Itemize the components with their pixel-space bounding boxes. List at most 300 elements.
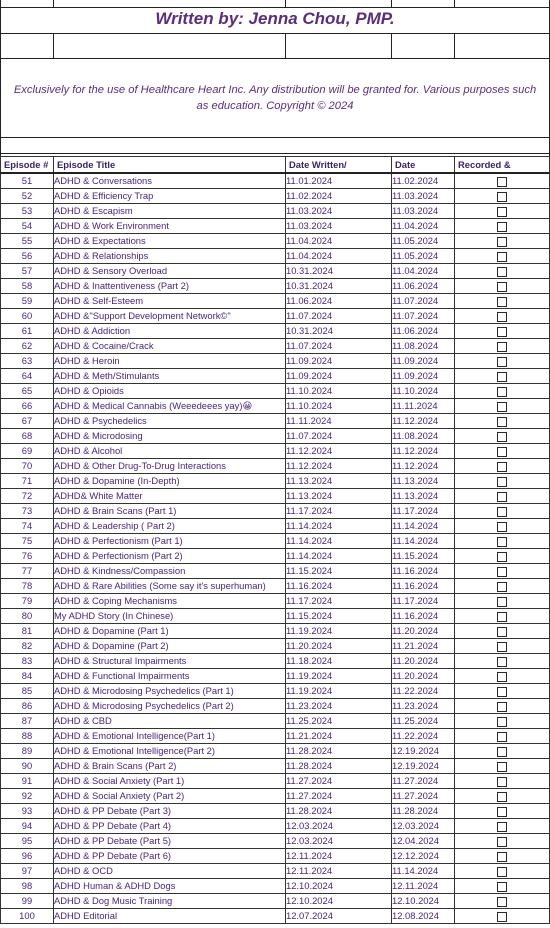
- date-written: 11.07.2024: [286, 429, 392, 444]
- recorded-checkbox[interactable]: [497, 507, 507, 517]
- recorded-checkbox[interactable]: [497, 522, 507, 532]
- episode-title: ADHD & Sensory Overload: [54, 264, 286, 279]
- episode-title: ADHD & Dopamine (Part 2): [54, 639, 286, 654]
- episode-title: ADHD & Medical Cannabis (Weeedeees yay)😀: [54, 399, 286, 414]
- date-written: 11.02.2024: [286, 189, 392, 204]
- grid-line: [1, 58, 549, 59]
- episode-title: ADHD & Escapism: [54, 204, 286, 219]
- episode-number: 52: [1, 189, 54, 204]
- date-written: 11.06.2024: [286, 294, 392, 309]
- episode-title: ADHD & Alcohol: [54, 444, 286, 459]
- table-row: [1, 774, 550, 789]
- recorded-checkbox[interactable]: [497, 762, 507, 772]
- date-recorded: 12.04.2024: [392, 834, 455, 849]
- recorded-checkbox[interactable]: [497, 912, 507, 922]
- episode-number: 99: [1, 894, 54, 909]
- date-written: 11.14.2024: [286, 534, 392, 549]
- episode-number: 85: [1, 684, 54, 699]
- grid-line: [285, 0, 286, 7]
- recorded-cell: [455, 384, 550, 399]
- episode-number: 71: [1, 474, 54, 489]
- episode-title: ADHD & Inattentiveness (Part 2): [54, 279, 286, 294]
- col-header-title: Episode Title: [54, 157, 286, 174]
- table-row: [1, 294, 550, 309]
- date-written: 11.03.2024: [286, 219, 392, 234]
- recorded-cell: [455, 324, 550, 339]
- date-written: 11.04.2024: [286, 249, 392, 264]
- recorded-cell: [455, 429, 550, 444]
- episode-number: 57: [1, 264, 54, 279]
- date-written: 12.10.2024: [286, 879, 392, 894]
- table-row: [1, 879, 550, 894]
- episode-title: ADHD & Kindness/Compassion: [54, 564, 286, 579]
- recorded-checkbox[interactable]: [497, 717, 507, 727]
- episode-title: ADHD & OCD: [54, 864, 286, 879]
- episode-number: 55: [1, 234, 54, 249]
- table-row: [1, 189, 550, 204]
- episode-number: 97: [1, 864, 54, 879]
- date-recorded: 11.21.2024: [392, 639, 455, 654]
- date-recorded: 11.16.2024: [392, 564, 455, 579]
- date-written: 11.17.2024: [286, 504, 392, 519]
- recorded-checkbox[interactable]: [497, 552, 507, 562]
- grid-line: [454, 0, 455, 7]
- col-header-recorded: Recorded &: [455, 157, 550, 174]
- episode-number: 60: [1, 309, 54, 324]
- table-row: [1, 399, 550, 414]
- date-recorded: 12.10.2024: [392, 894, 455, 909]
- recorded-checkbox[interactable]: [497, 417, 507, 427]
- date-recorded: 11.12.2024: [392, 459, 455, 474]
- date-written: 11.11.2024: [286, 414, 392, 429]
- episode-title: ADHD & Emotional Intelligence(Part 1): [54, 729, 286, 744]
- recorded-checkbox[interactable]: [497, 897, 507, 907]
- table-row: [1, 249, 550, 264]
- date-recorded: 11.22.2024: [392, 684, 455, 699]
- recorded-checkbox[interactable]: [497, 387, 507, 397]
- episode-title: ADHD & Dog Music Training: [54, 894, 286, 909]
- date-recorded: 11.12.2024: [392, 444, 455, 459]
- date-written: 11.21.2024: [286, 729, 392, 744]
- recorded-checkbox[interactable]: [497, 252, 507, 262]
- table-row: [1, 354, 550, 369]
- date-written: 11.19.2024: [286, 684, 392, 699]
- recorded-checkbox[interactable]: [497, 657, 507, 667]
- table-row: [1, 264, 550, 279]
- date-written: 11.04.2024: [286, 234, 392, 249]
- grid-line: [53, 0, 54, 7]
- episode-title: ADHD &"Support Development Network©": [54, 309, 286, 324]
- table-row: [1, 654, 550, 669]
- recorded-checkbox[interactable]: [497, 807, 507, 817]
- date-written: 11.20.2024: [286, 639, 392, 654]
- recorded-checkbox[interactable]: [497, 297, 507, 307]
- grid-line: [454, 33, 455, 58]
- recorded-cell: [455, 684, 550, 699]
- date-written: 11.14.2024: [286, 519, 392, 534]
- date-written: 11.17.2024: [286, 594, 392, 609]
- recorded-checkbox[interactable]: [497, 342, 507, 352]
- table-row: [1, 744, 550, 759]
- grid-line: [391, 0, 392, 7]
- date-recorded: 11.20.2024: [392, 654, 455, 669]
- recorded-checkbox[interactable]: [497, 282, 507, 292]
- recorded-checkbox[interactable]: [497, 312, 507, 322]
- recorded-cell: [455, 879, 550, 894]
- recorded-checkbox[interactable]: [497, 732, 507, 742]
- date-recorded: 12.03.2024: [392, 819, 455, 834]
- recorded-cell: [455, 489, 550, 504]
- episode-title: ADHD & Brain Scans (Part 1): [54, 504, 286, 519]
- table-row: [1, 444, 550, 459]
- recorded-checkbox[interactable]: [497, 837, 507, 847]
- recorded-cell: [455, 249, 550, 264]
- episode-title: ADHD & Cocaine/Crack: [54, 339, 286, 354]
- episode-number: 74: [1, 519, 54, 534]
- recorded-checkbox[interactable]: [497, 792, 507, 802]
- episode-title: ADHD Human & ADHD Dogs: [54, 879, 286, 894]
- date-recorded: 11.02.2024: [392, 173, 455, 189]
- recorded-checkbox[interactable]: [497, 882, 507, 892]
- episode-number: 75: [1, 534, 54, 549]
- episode-number: 84: [1, 669, 54, 684]
- episode-number: 86: [1, 699, 54, 714]
- date-written: 11.10.2024: [286, 384, 392, 399]
- table-row: [1, 714, 550, 729]
- date-recorded: 11.11.2024: [392, 399, 455, 414]
- table-row: [1, 909, 550, 924]
- recorded-checkbox[interactable]: [497, 222, 507, 232]
- episode-title: ADHD & Leadership ( Part 2): [54, 519, 286, 534]
- recorded-cell: [455, 504, 550, 519]
- episode-title: ADHD & Relationships: [54, 249, 286, 264]
- table-row: [1, 534, 550, 549]
- date-recorded: 11.12.2024: [392, 414, 455, 429]
- table-row: [1, 309, 550, 324]
- table-row: [1, 849, 550, 864]
- recorded-cell: [455, 894, 550, 909]
- date-recorded: 12.19.2024: [392, 759, 455, 774]
- date-written: 11.12.2024: [286, 444, 392, 459]
- table-row: [1, 204, 550, 219]
- date-written: 11.27.2024: [286, 789, 392, 804]
- author-title: Written by: Jenna Chou, PMP.: [155, 9, 395, 28]
- date-recorded: 11.03.2024: [392, 204, 455, 219]
- recorded-checkbox[interactable]: [497, 702, 507, 712]
- recorded-cell: [455, 834, 550, 849]
- episode-number: 81: [1, 624, 54, 639]
- recorded-checkbox[interactable]: [497, 672, 507, 682]
- table-header-row: [1, 157, 550, 174]
- episode-number: 59: [1, 294, 54, 309]
- episode-number: 73: [1, 504, 54, 519]
- recorded-checkbox[interactable]: [497, 777, 507, 787]
- episode-title: ADHD & Emotional Intelligence(Part 2): [54, 744, 286, 759]
- table-row: [1, 474, 550, 489]
- date-written: 11.10.2024: [286, 399, 392, 414]
- episode-rows: [1, 173, 550, 924]
- episode-number: 78: [1, 579, 54, 594]
- recorded-cell: [455, 624, 550, 639]
- recorded-checkbox[interactable]: [497, 597, 507, 607]
- recorded-checkbox[interactable]: [497, 357, 507, 367]
- table-row: [1, 864, 550, 879]
- date-written: 12.07.2024: [286, 909, 392, 924]
- date-recorded: 11.05.2024: [392, 234, 455, 249]
- episode-number: 100: [1, 909, 54, 924]
- table-row: [1, 834, 550, 849]
- episode-title: ADHD & PP Debate (Part 3): [54, 804, 286, 819]
- recorded-checkbox[interactable]: [497, 687, 507, 697]
- table-row: [1, 339, 550, 354]
- recorded-checkbox[interactable]: [497, 177, 507, 187]
- date-recorded: 11.14.2024: [392, 519, 455, 534]
- date-recorded: 11.20.2024: [392, 624, 455, 639]
- date-recorded: 11.08.2024: [392, 429, 455, 444]
- episode-title: ADHD & Dopamine (In-Depth): [54, 474, 286, 489]
- episode-title: ADHD & Microdosing Psychedelics (Part 2): [54, 699, 286, 714]
- table-row: [1, 414, 550, 429]
- episode-number: 92: [1, 789, 54, 804]
- col-header-episode: Episode #: [1, 157, 54, 174]
- episode-title: ADHD & Dopamine (Part 1): [54, 624, 286, 639]
- episode-title: ADHD & Microdosing: [54, 429, 286, 444]
- table-row: [1, 564, 550, 579]
- table-row: [1, 519, 550, 534]
- recorded-checkbox[interactable]: [497, 612, 507, 622]
- date-written: 11.12.2024: [286, 459, 392, 474]
- recorded-cell: [455, 354, 550, 369]
- date-written: 11.14.2024: [286, 549, 392, 564]
- recorded-cell: [455, 339, 550, 354]
- episode-number: 88: [1, 729, 54, 744]
- episode-title: ADHD & Microdosing Psychedelics (Part 1): [54, 684, 286, 699]
- recorded-cell: [455, 369, 550, 384]
- date-written: 11.09.2024: [286, 369, 392, 384]
- table-row: [1, 594, 550, 609]
- episode-number: 62: [1, 339, 54, 354]
- date-written: 12.11.2024: [286, 849, 392, 864]
- recorded-checkbox[interactable]: [497, 747, 507, 757]
- episode-number: 76: [1, 549, 54, 564]
- recorded-cell: [455, 414, 550, 429]
- date-recorded: 11.27.2024: [392, 789, 455, 804]
- episode-number: 82: [1, 639, 54, 654]
- episode-number: 79: [1, 594, 54, 609]
- table-row: [1, 729, 550, 744]
- episode-title: ADHD & Rare Abilities (Some say it's superhuman): [54, 579, 286, 594]
- recorded-checkbox[interactable]: [497, 867, 507, 877]
- date-written: 11.15.2024: [286, 564, 392, 579]
- recorded-cell: [455, 714, 550, 729]
- recorded-cell: [455, 564, 550, 579]
- episode-title: ADHD & Psychedelics: [54, 414, 286, 429]
- episode-title: ADHD& White Matter: [54, 489, 286, 504]
- episode-number: 67: [1, 414, 54, 429]
- recorded-checkbox[interactable]: [497, 477, 507, 487]
- recorded-cell: [455, 849, 550, 864]
- date-written: 11.28.2024: [286, 804, 392, 819]
- date-recorded: 12.11.2024: [392, 879, 455, 894]
- date-written: 11.09.2024: [286, 354, 392, 369]
- episode-number: 96: [1, 849, 54, 864]
- date-recorded: 11.06.2024: [392, 279, 455, 294]
- date-recorded: 11.07.2024: [392, 294, 455, 309]
- episode-number: 95: [1, 834, 54, 849]
- episode-number: 72: [1, 489, 54, 504]
- date-written: 12.03.2024: [286, 834, 392, 849]
- recorded-cell: [455, 294, 550, 309]
- episode-number: 77: [1, 564, 54, 579]
- table-row: [1, 699, 550, 714]
- recorded-checkbox[interactable]: [497, 447, 507, 457]
- table-row: [1, 324, 550, 339]
- date-recorded: 11.14.2024: [392, 534, 455, 549]
- episode-title: ADHD & Structural Impairments: [54, 654, 286, 669]
- table-row: [1, 579, 550, 594]
- recorded-checkbox[interactable]: [497, 822, 507, 832]
- date-recorded: 11.09.2024: [392, 354, 455, 369]
- recorded-checkbox[interactable]: [497, 627, 507, 637]
- recorded-checkbox[interactable]: [497, 402, 507, 412]
- recorded-checkbox[interactable]: [497, 237, 507, 247]
- episode-number: 80: [1, 609, 54, 624]
- recorded-checkbox[interactable]: [497, 372, 507, 382]
- episode-number: 58: [1, 279, 54, 294]
- recorded-checkbox[interactable]: [497, 537, 507, 547]
- recorded-cell: [455, 819, 550, 834]
- date-written: 11.16.2024: [286, 579, 392, 594]
- recorded-checkbox[interactable]: [497, 462, 507, 472]
- date-written: 11.23.2024: [286, 699, 392, 714]
- episode-number: 66: [1, 399, 54, 414]
- date-recorded: 12.08.2024: [392, 909, 455, 924]
- episode-number: 54: [1, 219, 54, 234]
- date-written: 10.31.2024: [286, 264, 392, 279]
- table-row: [1, 459, 550, 474]
- episode-number: 63: [1, 354, 54, 369]
- grid-line: [285, 33, 286, 58]
- episode-title: ADHD & Heroin: [54, 354, 286, 369]
- recorded-cell: [455, 204, 550, 219]
- date-recorded: 11.20.2024: [392, 669, 455, 684]
- episode-number: 53: [1, 204, 54, 219]
- episode-title: ADHD & PP Debate (Part 6): [54, 849, 286, 864]
- recorded-cell: [455, 264, 550, 279]
- episode-title: ADHD & Work Environment: [54, 219, 286, 234]
- recorded-cell: [455, 173, 550, 189]
- recorded-cell: [455, 909, 550, 924]
- recorded-checkbox[interactable]: [497, 327, 507, 337]
- date-recorded: 11.23.2024: [392, 699, 455, 714]
- date-written: 11.01.2024: [286, 173, 392, 189]
- table-row: [1, 819, 550, 834]
- recorded-cell: [455, 279, 550, 294]
- table-row: [1, 894, 550, 909]
- table-row: [1, 609, 550, 624]
- episode-number: 93: [1, 804, 54, 819]
- recorded-checkbox[interactable]: [497, 267, 507, 277]
- episode-title: ADHD & CBD: [54, 714, 286, 729]
- recorded-checkbox[interactable]: [497, 432, 507, 442]
- episode-title: ADHD & Social Anxiety (Part 1): [54, 774, 286, 789]
- recorded-checkbox[interactable]: [497, 582, 507, 592]
- recorded-cell: [455, 639, 550, 654]
- episode-title: ADHD & PP Debate (Part 4): [54, 819, 286, 834]
- table-row: [1, 369, 550, 384]
- episode-title: ADHD & Addiction: [54, 324, 286, 339]
- date-recorded: 12.19.2024: [392, 744, 455, 759]
- episode-number: 89: [1, 744, 54, 759]
- date-written: 11.25.2024: [286, 714, 392, 729]
- episode-title: ADHD & Perfectionism (Part 1): [54, 534, 286, 549]
- recorded-cell: [455, 444, 550, 459]
- table-row: [1, 804, 550, 819]
- episode-title: ADHD & Brain Scans (Part 2): [54, 759, 286, 774]
- recorded-checkbox[interactable]: [497, 492, 507, 502]
- date-written: 11.27.2024: [286, 774, 392, 789]
- recorded-checkbox[interactable]: [497, 192, 507, 202]
- date-written: 12.03.2024: [286, 819, 392, 834]
- recorded-cell: [455, 864, 550, 879]
- date-recorded: 11.09.2024: [392, 369, 455, 384]
- date-recorded: 11.08.2024: [392, 339, 455, 354]
- date-recorded: 11.10.2024: [392, 384, 455, 399]
- episode-title: ADHD & Conversations: [54, 173, 286, 189]
- date-written: 11.19.2024: [286, 669, 392, 684]
- table-row: [1, 789, 550, 804]
- recorded-checkbox[interactable]: [497, 207, 507, 217]
- recorded-cell: [455, 474, 550, 489]
- recorded-checkbox[interactable]: [497, 852, 507, 862]
- recorded-cell: [455, 309, 550, 324]
- date-written: 12.11.2024: [286, 864, 392, 879]
- date-written: 11.03.2024: [286, 204, 392, 219]
- recorded-cell: [455, 774, 550, 789]
- date-recorded: 11.07.2024: [392, 309, 455, 324]
- episode-number: 70: [1, 459, 54, 474]
- table-row: [1, 504, 550, 519]
- header-grid: [0, 0, 550, 157]
- recorded-cell: [455, 549, 550, 564]
- date-written: 12.10.2024: [286, 894, 392, 909]
- episode-title: ADHD & Self-Esteem: [54, 294, 286, 309]
- date-recorded: 11.17.2024: [392, 594, 455, 609]
- date-recorded: 11.04.2024: [392, 264, 455, 279]
- episode-title: ADHD & Efficiency Trap: [54, 189, 286, 204]
- episode-title: ADHD & Coping Mechanisms: [54, 594, 286, 609]
- episode-number: 64: [1, 369, 54, 384]
- episode-title: ADHD & Perfectionism (Part 2): [54, 549, 286, 564]
- table-row: [1, 429, 550, 444]
- recorded-cell: [455, 804, 550, 819]
- episode-title: My ADHD Story (In Chinese): [54, 609, 286, 624]
- episode-title: ADHD & PP Debate (Part 5): [54, 834, 286, 849]
- recorded-checkbox[interactable]: [497, 567, 507, 577]
- grid-line: [1, 7, 549, 8]
- recorded-cell: [455, 654, 550, 669]
- episode-table: [0, 156, 550, 924]
- episode-title: ADHD & Functional Impairments: [54, 669, 286, 684]
- episode-number: 87: [1, 714, 54, 729]
- date-written: 11.13.2024: [286, 489, 392, 504]
- recorded-checkbox[interactable]: [497, 642, 507, 652]
- table-row: [1, 234, 550, 249]
- table-row: [1, 384, 550, 399]
- episode-number: 91: [1, 774, 54, 789]
- table-row: [1, 669, 550, 684]
- episode-title: ADHD & Expectations: [54, 234, 286, 249]
